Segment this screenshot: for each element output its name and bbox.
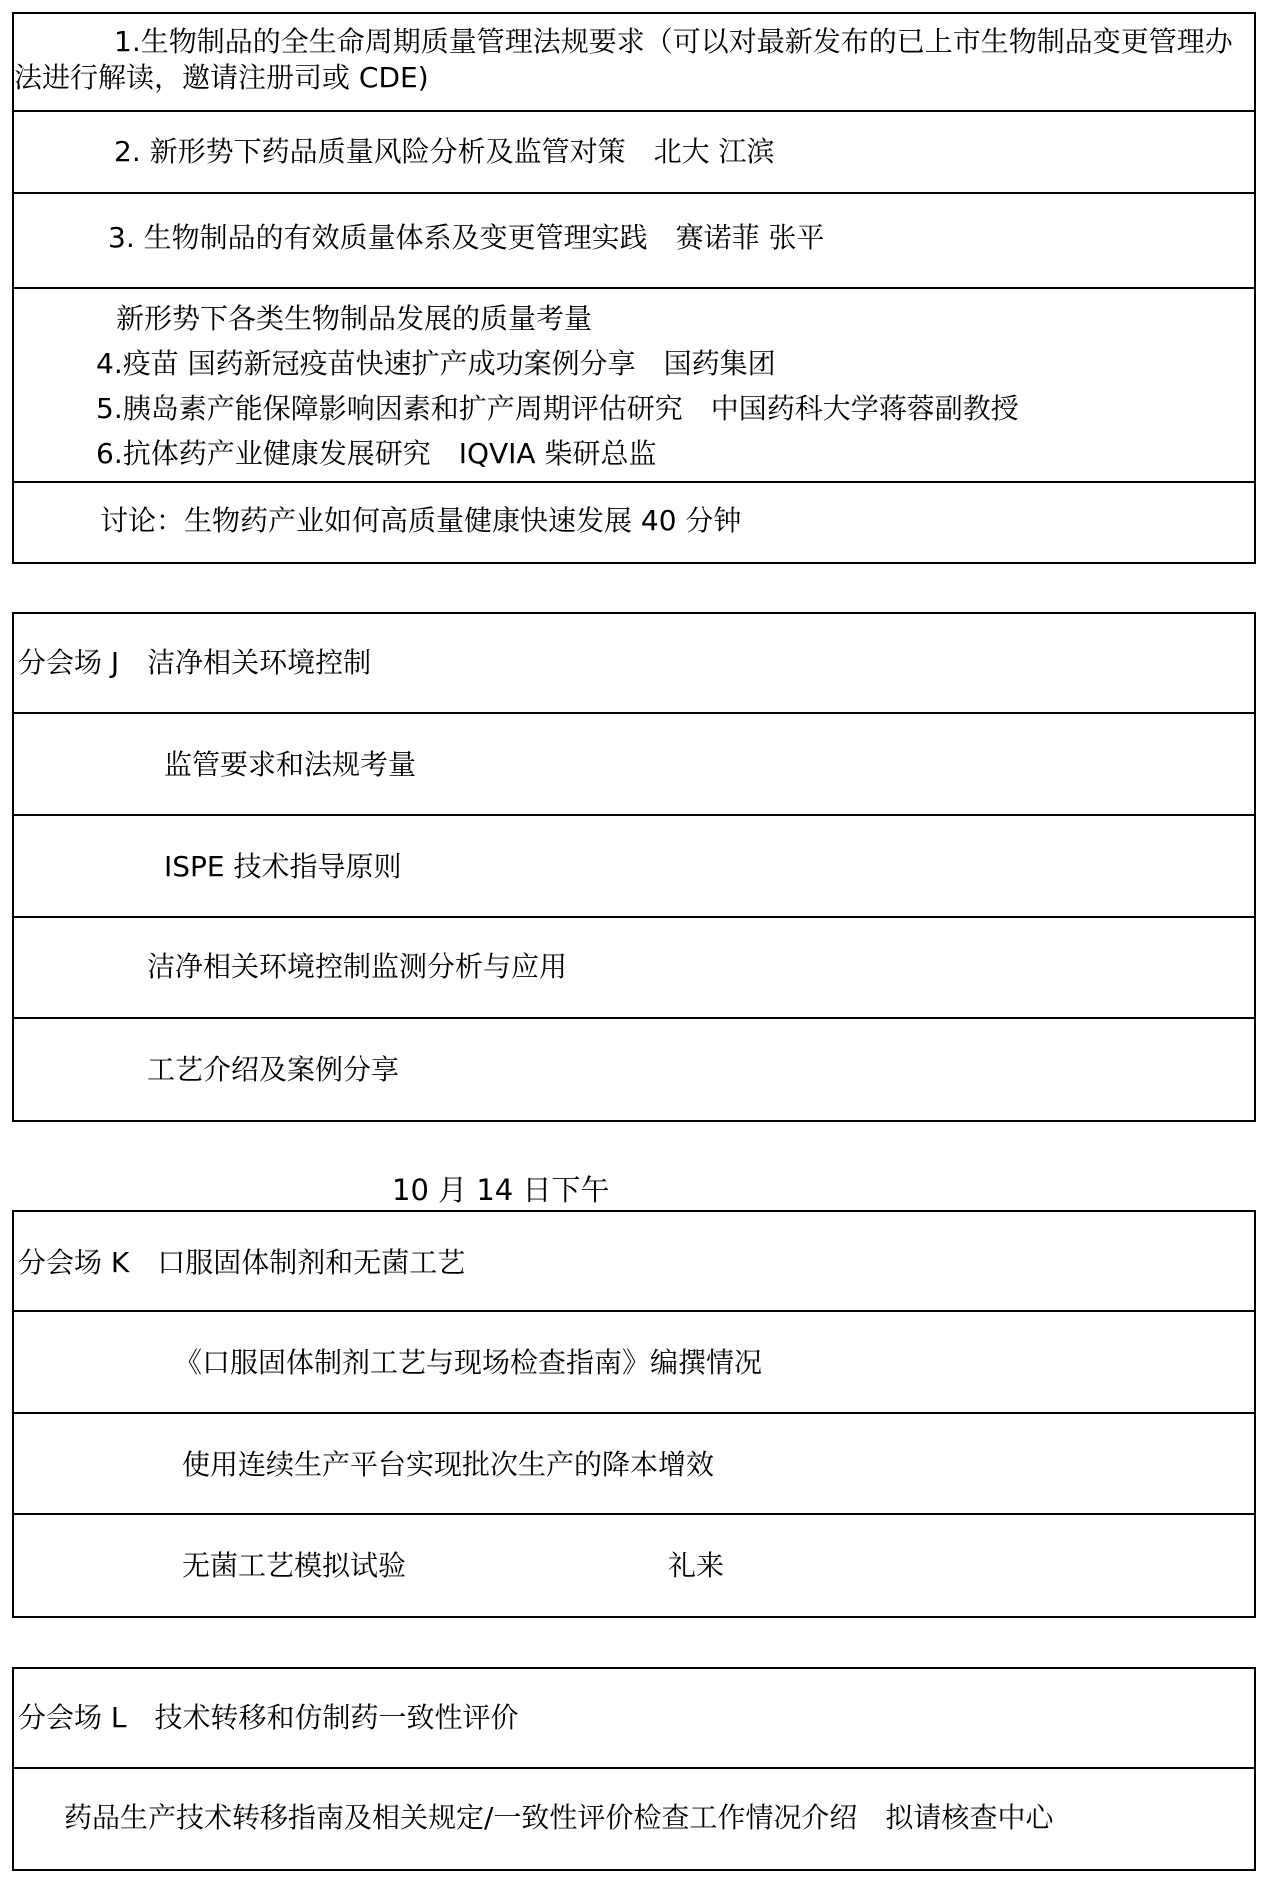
table-row xyxy=(14,918,1254,1019)
topic-item: 工艺介绍及案例分享 xyxy=(147,1053,400,1086)
topic-item: 无菌工艺模拟试验 xyxy=(182,1549,407,1582)
agenda-item-6: 6.抗体药产业健康发展研究 IQVIA 柴研总监 xyxy=(96,437,657,470)
session-header xyxy=(14,614,1254,714)
table-row xyxy=(14,483,1254,562)
session-table-l xyxy=(12,1667,1256,1871)
table-row xyxy=(14,194,1254,289)
session-title: 分会场 J 洁净相关环境控制 xyxy=(18,646,372,679)
topic-item: 监管要求和法规考量 xyxy=(164,748,417,781)
agenda-subheading: 新形势下各类生物制品发展的质量考量 xyxy=(116,302,593,335)
table-row xyxy=(14,816,1254,918)
agenda-item-4: 4.疫苗 国药新冠疫苗快速扩产成功案例分享 国药集团 xyxy=(96,347,776,380)
session-table-biologics xyxy=(12,12,1256,564)
agenda-item-3: 3. 生物制品的有效质量体系及变更管理实践 赛诺菲 张平 xyxy=(108,221,825,254)
topic-item: 使用连续生产平台实现批次生产的降本增效 xyxy=(182,1448,715,1481)
topic-item: 洁净相关环境控制监测分析与应用 xyxy=(147,950,568,983)
topic-item: ISPE 技术指导原则 xyxy=(164,850,402,883)
session-header xyxy=(14,1669,1254,1769)
topic-item: 药品生产技术转移指南及相关规定/一致性评价检查工作情况介绍 拟请核查中心 xyxy=(64,1801,1054,1834)
agenda-item-5: 5.胰岛素产能保障影响因素和扩产周期评估研究 中国药科大学蒋蓉副教授 xyxy=(96,392,1019,425)
date-heading: 10 月 14 日下午 xyxy=(392,1173,610,1207)
company-name: 礼来 xyxy=(668,1549,725,1582)
topic-item: 《口服固体制剂工艺与现场检查指南》编撰情况 xyxy=(174,1346,763,1379)
table-row xyxy=(14,1414,1254,1515)
session-table-j xyxy=(12,612,1256,1122)
agenda-item-1: 1.生物制品的全生命周期质量管理法规要求（可以对最新发布的已上市生物制品变更管理办法进行解读，邀请注册司或 CDE) xyxy=(14,25,1233,94)
session-header xyxy=(14,1212,1254,1312)
session-title: 分会场 L 技术转移和仿制药一致性评价 xyxy=(18,1701,519,1734)
table-row xyxy=(14,1019,1254,1120)
table-row xyxy=(14,1769,1254,1869)
session-title: 分会场 K 口服固体制剂和无菌工艺 xyxy=(18,1246,466,1279)
agenda-item-2: 2. 新形势下药品质量风险分析及监管对策 北大 江滨 xyxy=(114,135,775,168)
table-row xyxy=(14,1515,1254,1616)
table-row xyxy=(14,1312,1254,1414)
table-row xyxy=(14,14,1254,112)
table-row xyxy=(14,289,1254,483)
discussion-item: 讨论：生物药产业如何高质量健康快速发展 40 分钟 xyxy=(100,504,742,537)
session-table-k xyxy=(12,1210,1256,1618)
table-row xyxy=(14,714,1254,816)
table-row xyxy=(14,112,1254,194)
